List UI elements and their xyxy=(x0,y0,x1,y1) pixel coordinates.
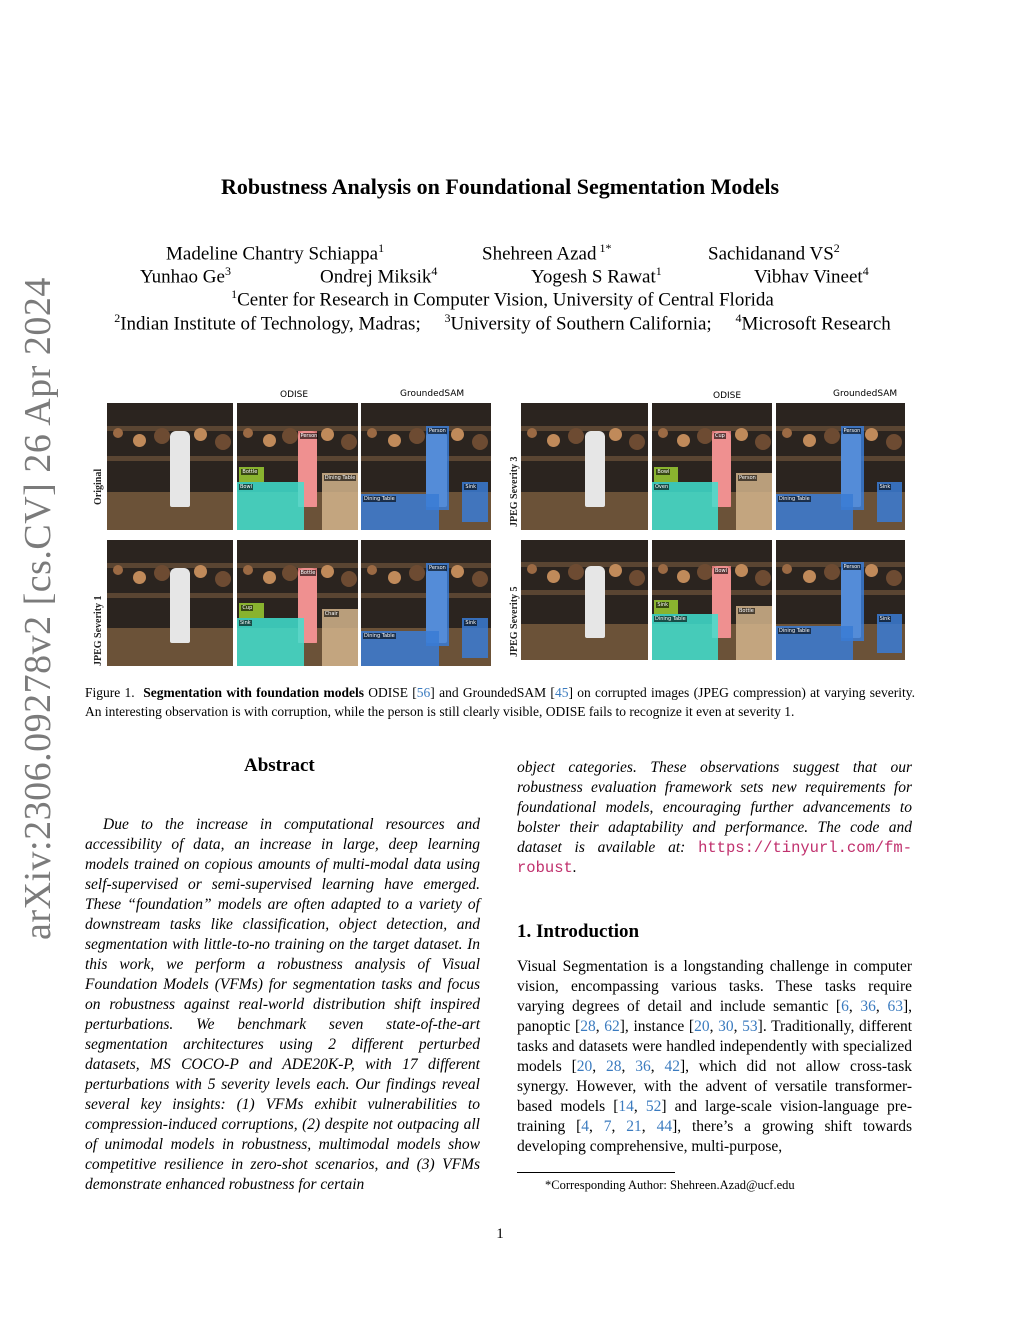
citation-link[interactable]: 21 xyxy=(626,1118,642,1135)
citation-link[interactable]: 45 xyxy=(554,685,569,700)
citation-link[interactable]: 36 xyxy=(635,1058,651,1075)
citation-link[interactable]: 6 xyxy=(841,998,849,1015)
mask-label: Bottle xyxy=(242,468,258,475)
citation-link[interactable]: 7 xyxy=(603,1118,612,1135)
mask-label: Dining Table xyxy=(655,616,686,623)
mask-label: Sink xyxy=(879,483,891,490)
mask-label: Person xyxy=(739,474,756,481)
author: Yunhao Ge$^3$ xyxy=(140,264,231,288)
mask-label: Bottle xyxy=(739,608,754,614)
figure-image-tile xyxy=(361,540,491,666)
mask-label: Chair xyxy=(324,611,338,618)
figure-image-tile xyxy=(652,403,772,530)
abstract-heading: Abstract xyxy=(244,755,315,776)
citation-link[interactable]: 36 xyxy=(860,998,876,1015)
author: Shehreen Azad $^{1*}$ xyxy=(482,241,612,265)
mask-label: Sink xyxy=(465,620,477,627)
mask-label: Person xyxy=(843,427,861,434)
affiliation-line: $^1$Center for Research in Computer Vision, University of Central Florida xyxy=(231,287,774,311)
mask-label: Dining Table xyxy=(779,628,810,635)
figure-image-tile xyxy=(521,403,648,530)
column-label-groundedsam: GroundedSAM xyxy=(400,389,465,399)
mask-label: Bottle xyxy=(300,569,316,576)
figure-image-tile xyxy=(776,403,905,530)
figure-image-tile xyxy=(776,540,905,660)
figure-image-tile xyxy=(237,540,358,666)
citation-link[interactable]: 62 xyxy=(604,1018,620,1035)
mask-label: Bowl xyxy=(715,568,727,575)
mask-label: Sink xyxy=(240,620,251,627)
author: Ondrej Miksik$^4$ xyxy=(320,264,438,288)
citation-link[interactable]: 52 xyxy=(645,1098,662,1115)
citation-link[interactable]: 20 xyxy=(694,1018,710,1035)
citation-link[interactable]: 28 xyxy=(606,1058,622,1075)
mask-label: Person xyxy=(300,432,318,439)
citation-link[interactable]: 28 xyxy=(580,1018,596,1035)
figure-image-tile xyxy=(361,403,491,530)
arxiv-identifier: arXiv:2306.09278v2 [cs.CV] 26 Apr 2024 xyxy=(17,277,59,940)
citation-link[interactable]: 4 xyxy=(581,1118,590,1135)
column-label-groundedsam: GroundedSAM xyxy=(833,389,898,399)
mask-label: Cup xyxy=(715,432,725,439)
footnote: *Corresponding Author: Shehreen.Azad@ucf.edu xyxy=(545,1178,795,1192)
figure-image-tile xyxy=(107,540,233,666)
mask-label: Person xyxy=(429,427,446,434)
row-label-jpeg1: JPEG Severity 1 xyxy=(93,595,104,666)
citation-link[interactable]: 30 xyxy=(718,1018,734,1035)
mask-label: Dining Table xyxy=(779,496,810,503)
page-number: 1 xyxy=(496,1226,504,1242)
introduction-heading: 1. Introduction xyxy=(517,921,640,942)
code-url-link[interactable]: https://tinyurl.com/fm-robust xyxy=(517,839,912,877)
mask-label: Oven xyxy=(655,483,669,490)
mask-label: Dining Table xyxy=(324,474,356,481)
introduction-text: Visual Segmentation is a longstanding challenge in computer vision, encompassing various tasks. These tasks require varying degrees of detail and include semantic [6, 36, 63], panoptic [28, 62], instance [20, 30, 53]. Traditionally, different tasks and datasets were handled independently with specialized models [20, 28, 36, 42], which did not allow cross-task synergy. However, with the advent of versatile transformer-based models [14, 52] and large-scale vision-language pre-training [4, 7, 21, 44], there’s a growing shift towards developing comprehensive, multi-purpose, xyxy=(517,958,913,1155)
figure-image-tile xyxy=(107,403,233,530)
citation-link[interactable]: 63 xyxy=(887,998,903,1015)
citation-link[interactable]: 53 xyxy=(742,1018,758,1035)
mask-label: Dining Table xyxy=(364,632,395,639)
column-label-odise: ODISE xyxy=(280,390,309,400)
mask-label: Sink xyxy=(879,616,891,623)
figure-image-tile xyxy=(521,540,648,660)
mask-label: Person xyxy=(843,563,861,570)
mask-label: Sink xyxy=(657,602,669,608)
affiliation-line: $^2$Indian Institute of Technology, Madras; $^3$University of Southern California; $^4$Microsoft Research xyxy=(114,311,891,335)
paper-title: Robustness Analysis on Foundational Segmentation Models xyxy=(220,174,780,199)
mask-label: Cup xyxy=(242,605,253,611)
row-label-jpeg5: JPEG Severity 5 xyxy=(509,586,520,657)
abstract-text: Due to the increase in computational resources and accessibility of data, an increase in large, deep learning models trained on copious amounts of multi-modal data using self-supervised or semi-supervised learning have emerged. These “foundation” models are often adapted to a variety of downstream tasks like classification, object detection, and segmentation with little-to-no training on the target dataset. In this work, we perform a robustness analysis of Visual Foundation Models (VFMs) for segmentation tasks and focus on robustness against real-world distribution shift inspired perturbations. We benchmark seven state-of-the-art segmentation architectures using 2 different perturbed datasets, MS COCO-P and ADE20K-P, with 17 different perturbations with 5 severity levels each. Our findings reveal several key insights: (1) VFMs exhibit vulnerabilities to compression-induced corruptions, (2) despite not outpacing all of unimodal models in robustness, multimodal models show competitive resilience in zero-shot scenarios, and (3) VFMs demonstrate enhanced robustness for certain xyxy=(85,816,480,1193)
segmentation-mask xyxy=(736,606,772,660)
citation-link[interactable]: 56 xyxy=(416,685,431,700)
citation-link[interactable]: 42 xyxy=(664,1058,680,1075)
citation-link[interactable]: 14 xyxy=(618,1098,634,1115)
mask-label: Bowl xyxy=(657,468,670,475)
author: Yogesh S Rawat$^1$ xyxy=(531,264,662,288)
footnote-rule xyxy=(517,1172,675,1173)
abstract-continuation: object categories. These observations suggest that our robustness evaluation framework sets new requirements for foundational models, encouraging further advancements to bolster their adaptability and performance. The code and dataset is available at: https://tinyurl.com/fm-robust. xyxy=(517,759,912,877)
row-label-jpeg3: JPEG Severity 3 xyxy=(509,456,520,527)
mask-label: Person xyxy=(429,564,446,571)
figure-image-tile xyxy=(652,540,772,660)
segmentation-mask xyxy=(322,609,358,666)
mask-label: Dining Table xyxy=(364,496,395,503)
mask-label: Sink xyxy=(465,483,477,490)
figure-image-tile xyxy=(237,403,358,530)
citation-link[interactable]: 20 xyxy=(576,1058,593,1075)
column-label-odise: ODISE xyxy=(713,391,742,401)
mask-label: Bowl xyxy=(240,483,252,490)
author: Madeline Chantry Schiappa$^1$ xyxy=(166,241,385,265)
citation-link[interactable]: 44 xyxy=(656,1118,673,1135)
segmentation-mask xyxy=(736,473,772,530)
row-label-original: Original xyxy=(93,468,104,505)
author: Sachidanand $VS^2$ xyxy=(708,241,840,265)
figure-caption: Figure 1. Segmentation with foundation models ODISE [56] and GroundedSAM [45] on corrupted images (JPEG compression) at varying severity. An interesting observation is with corruption, while the person is still clearly visible, ODISE fails to recognize it even at severity 1. xyxy=(85,685,915,719)
segmentation-mask xyxy=(322,473,358,530)
author: Vibhav Vineet$^4$ xyxy=(754,264,869,288)
